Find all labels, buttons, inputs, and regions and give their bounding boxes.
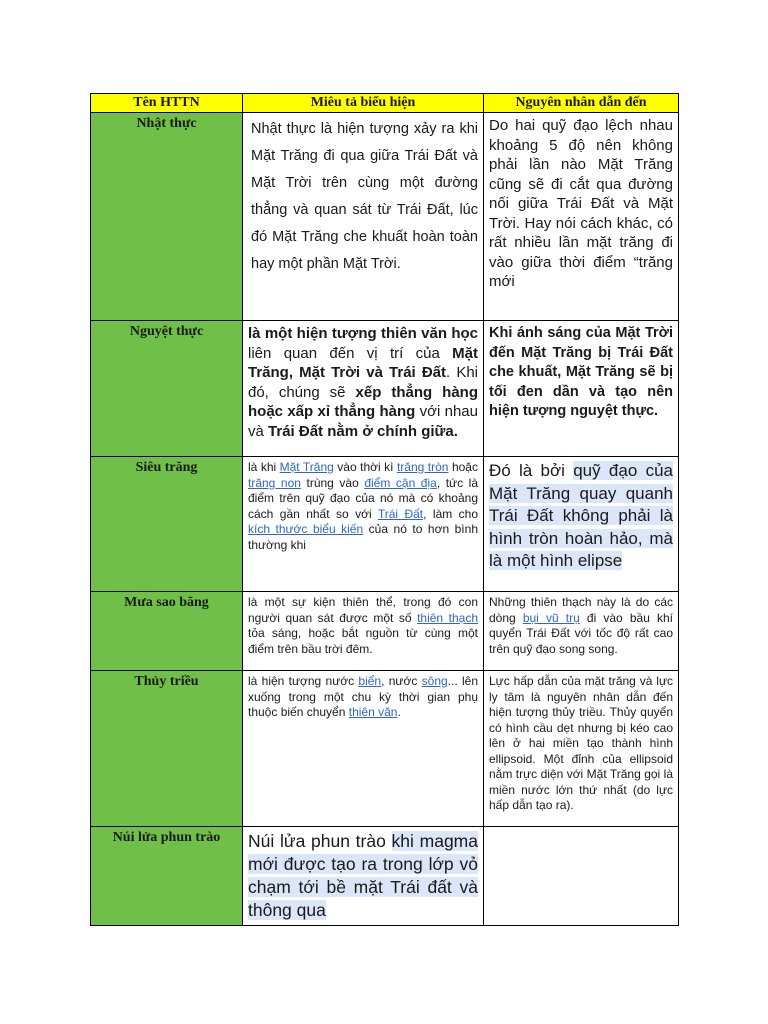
desc-text: tỏa sáng, hoặc bắt nguồn từ cùng một điểm trên bầu trời đêm. — [248, 626, 478, 656]
cause-highlight: quỹ đạo của Mặt Trăng quay quanh Trái Đất không phải là hình tròn hoàn hảo, mà là một hình elipse — [489, 461, 673, 570]
row-name: Nhật thực — [91, 113, 243, 321]
row-description — [243, 827, 484, 926]
link-mat-trang[interactable]: Mặt Trăng — [279, 460, 334, 474]
row-name: Thủy triều — [91, 671, 243, 827]
row-description — [243, 592, 484, 671]
desc-text: là khi — [248, 460, 280, 474]
desc-text: vào thời kì — [333, 460, 397, 474]
desc-text: liên quan đến vị trí của — [248, 344, 453, 362]
row-cause — [484, 457, 679, 592]
cause-text: đi vào bầu khí quyển Trái Đất với tốc độ rất cao trên quỹ đạo song song. — [489, 610, 674, 656]
row-description: Nhật thực là hiện tượng xảy ra khi Mặt Trăng đi qua giữa Trái Đất và Mặt Trời trên cùng một đường thẳng và quan sát từ Trái Đất, lúc đó Mặt Trăng che khuất hoàn toàn hay một phần Mặt Trời. — [243, 113, 484, 321]
link-trai-dat[interactable]: Trái Đất — [377, 506, 424, 521]
link-diem-can-dia[interactable]: điểm cận địa — [364, 475, 437, 490]
desc-bold: xếp thẳng hàng hoặc xấp xỉ thẳng hàng — [248, 383, 478, 420]
row-cause: Khi ánh sáng của Mặt Trời đến Mặt Trăng bị Trái Đất che khuất, Mặt Trăng sẽ bị tối đen dần và tạo nên hiện tượng nguyệt thực. — [484, 321, 679, 457]
row-description — [243, 321, 484, 457]
desc-text: , tức là điểm trên quỹ đạo của nó mà có khoảng cách gần nhất so với — [248, 475, 478, 521]
desc-text: của nó to hơn bình thường khi — [248, 522, 478, 552]
table-row — [91, 592, 679, 671]
header-name: Tên HTTN — [91, 94, 243, 113]
desc-text: là hiện tượng nước — [248, 674, 359, 688]
desc-text: ... lên xuống trong một chu kỳ thời gian phụ thuộc biến chuyển — [248, 674, 478, 719]
desc-text: là một sự kiện thiên thể, trong đó con người quan sát được một số — [248, 595, 478, 625]
desc-highlight: khi magma mới được tạo ra trong lớp vỏ chạm tới bề mặt Trái đất và thông qua — [248, 831, 478, 920]
cause-text: Đó là bởi — [489, 461, 574, 480]
link-trang-non[interactable]: trăng non — [248, 475, 301, 490]
link-trang-tron[interactable]: trăng tròn — [396, 460, 449, 474]
link-thien-van[interactable]: thiên văn — [348, 705, 398, 719]
header-row — [91, 94, 679, 113]
table-row — [91, 457, 679, 592]
link-bien[interactable]: biển — [358, 674, 382, 688]
row-cause: Lực hấp dẫn của mặt trăng và lực ly tâm là nguyên nhân dẫn đến hiện tượng thủy triều. Thủy quyển có hình cầu dẹt nhưng bị kéo cao lên ở hai miền tạo thành hình ellipsoid. Một đỉnh của ellipsoid nằm trực diện với Mặt Trăng gọi là miền nước lớn thứ nhất (do lực hấp dẫn tạo ra). — [484, 671, 679, 827]
row-cause — [484, 592, 679, 671]
link-thien-thach[interactable]: thiên thạch — [417, 610, 478, 625]
desc-bold: là một hiện tượng thiên văn học — [248, 325, 478, 342]
desc-text: , làm cho — [423, 506, 479, 521]
row-description — [243, 457, 484, 592]
desc-text: , nước — [381, 674, 422, 688]
desc-bold: Mặt Trăng, Mặt Trời và Trái Đất — [248, 344, 478, 381]
table-row — [91, 671, 679, 827]
cause-text: Những thiên thạch này là do các dòng — [489, 595, 673, 625]
desc-text: . Khi đó, chúng sẽ — [248, 364, 479, 401]
row-name: Siêu trăng — [91, 457, 243, 592]
table-row — [91, 827, 679, 926]
desc-text: Núi lửa phun trào — [248, 831, 392, 851]
desc-text: với nhau và — [248, 403, 478, 440]
table-row — [91, 321, 679, 457]
header-description: Miêu tả biểu hiện — [243, 94, 484, 113]
header-cause: Nguyên nhân dẫn đến — [484, 94, 679, 113]
link-kich-thuoc-bieu-kien[interactable]: kích thước biểu kiến — [248, 522, 364, 536]
row-cause: Do hai quỹ đạo lệch nhau khoảng 5 độ nên không phải lần nào Mặt Trăng cũng sẽ đi cắt qua đường nối giữa Trái Đất và Mặt Trời. Hay nói cách khác, có rất nhiều lần mặt trăng đi vào giữa thời điểm “trăng mới — [484, 113, 679, 321]
row-name: Nguyệt thực — [91, 321, 243, 457]
row-name: Núi lửa phun trào — [91, 827, 243, 926]
row-description — [243, 671, 484, 827]
desc-text: trùng vào — [300, 475, 365, 490]
desc-text: . — [397, 705, 401, 719]
desc-bold: Trái Đất nằm ở chính giữa. — [268, 422, 458, 440]
desc-text: hoặc — [448, 460, 478, 474]
row-cause — [484, 827, 679, 926]
table-row — [91, 113, 679, 321]
row-name: Mưa sao băng — [91, 592, 243, 671]
phenomena-table — [90, 93, 679, 926]
link-song[interactable]: sông — [421, 674, 448, 688]
link-bui-vu-tru[interactable]: bụi vũ trụ — [522, 610, 580, 625]
